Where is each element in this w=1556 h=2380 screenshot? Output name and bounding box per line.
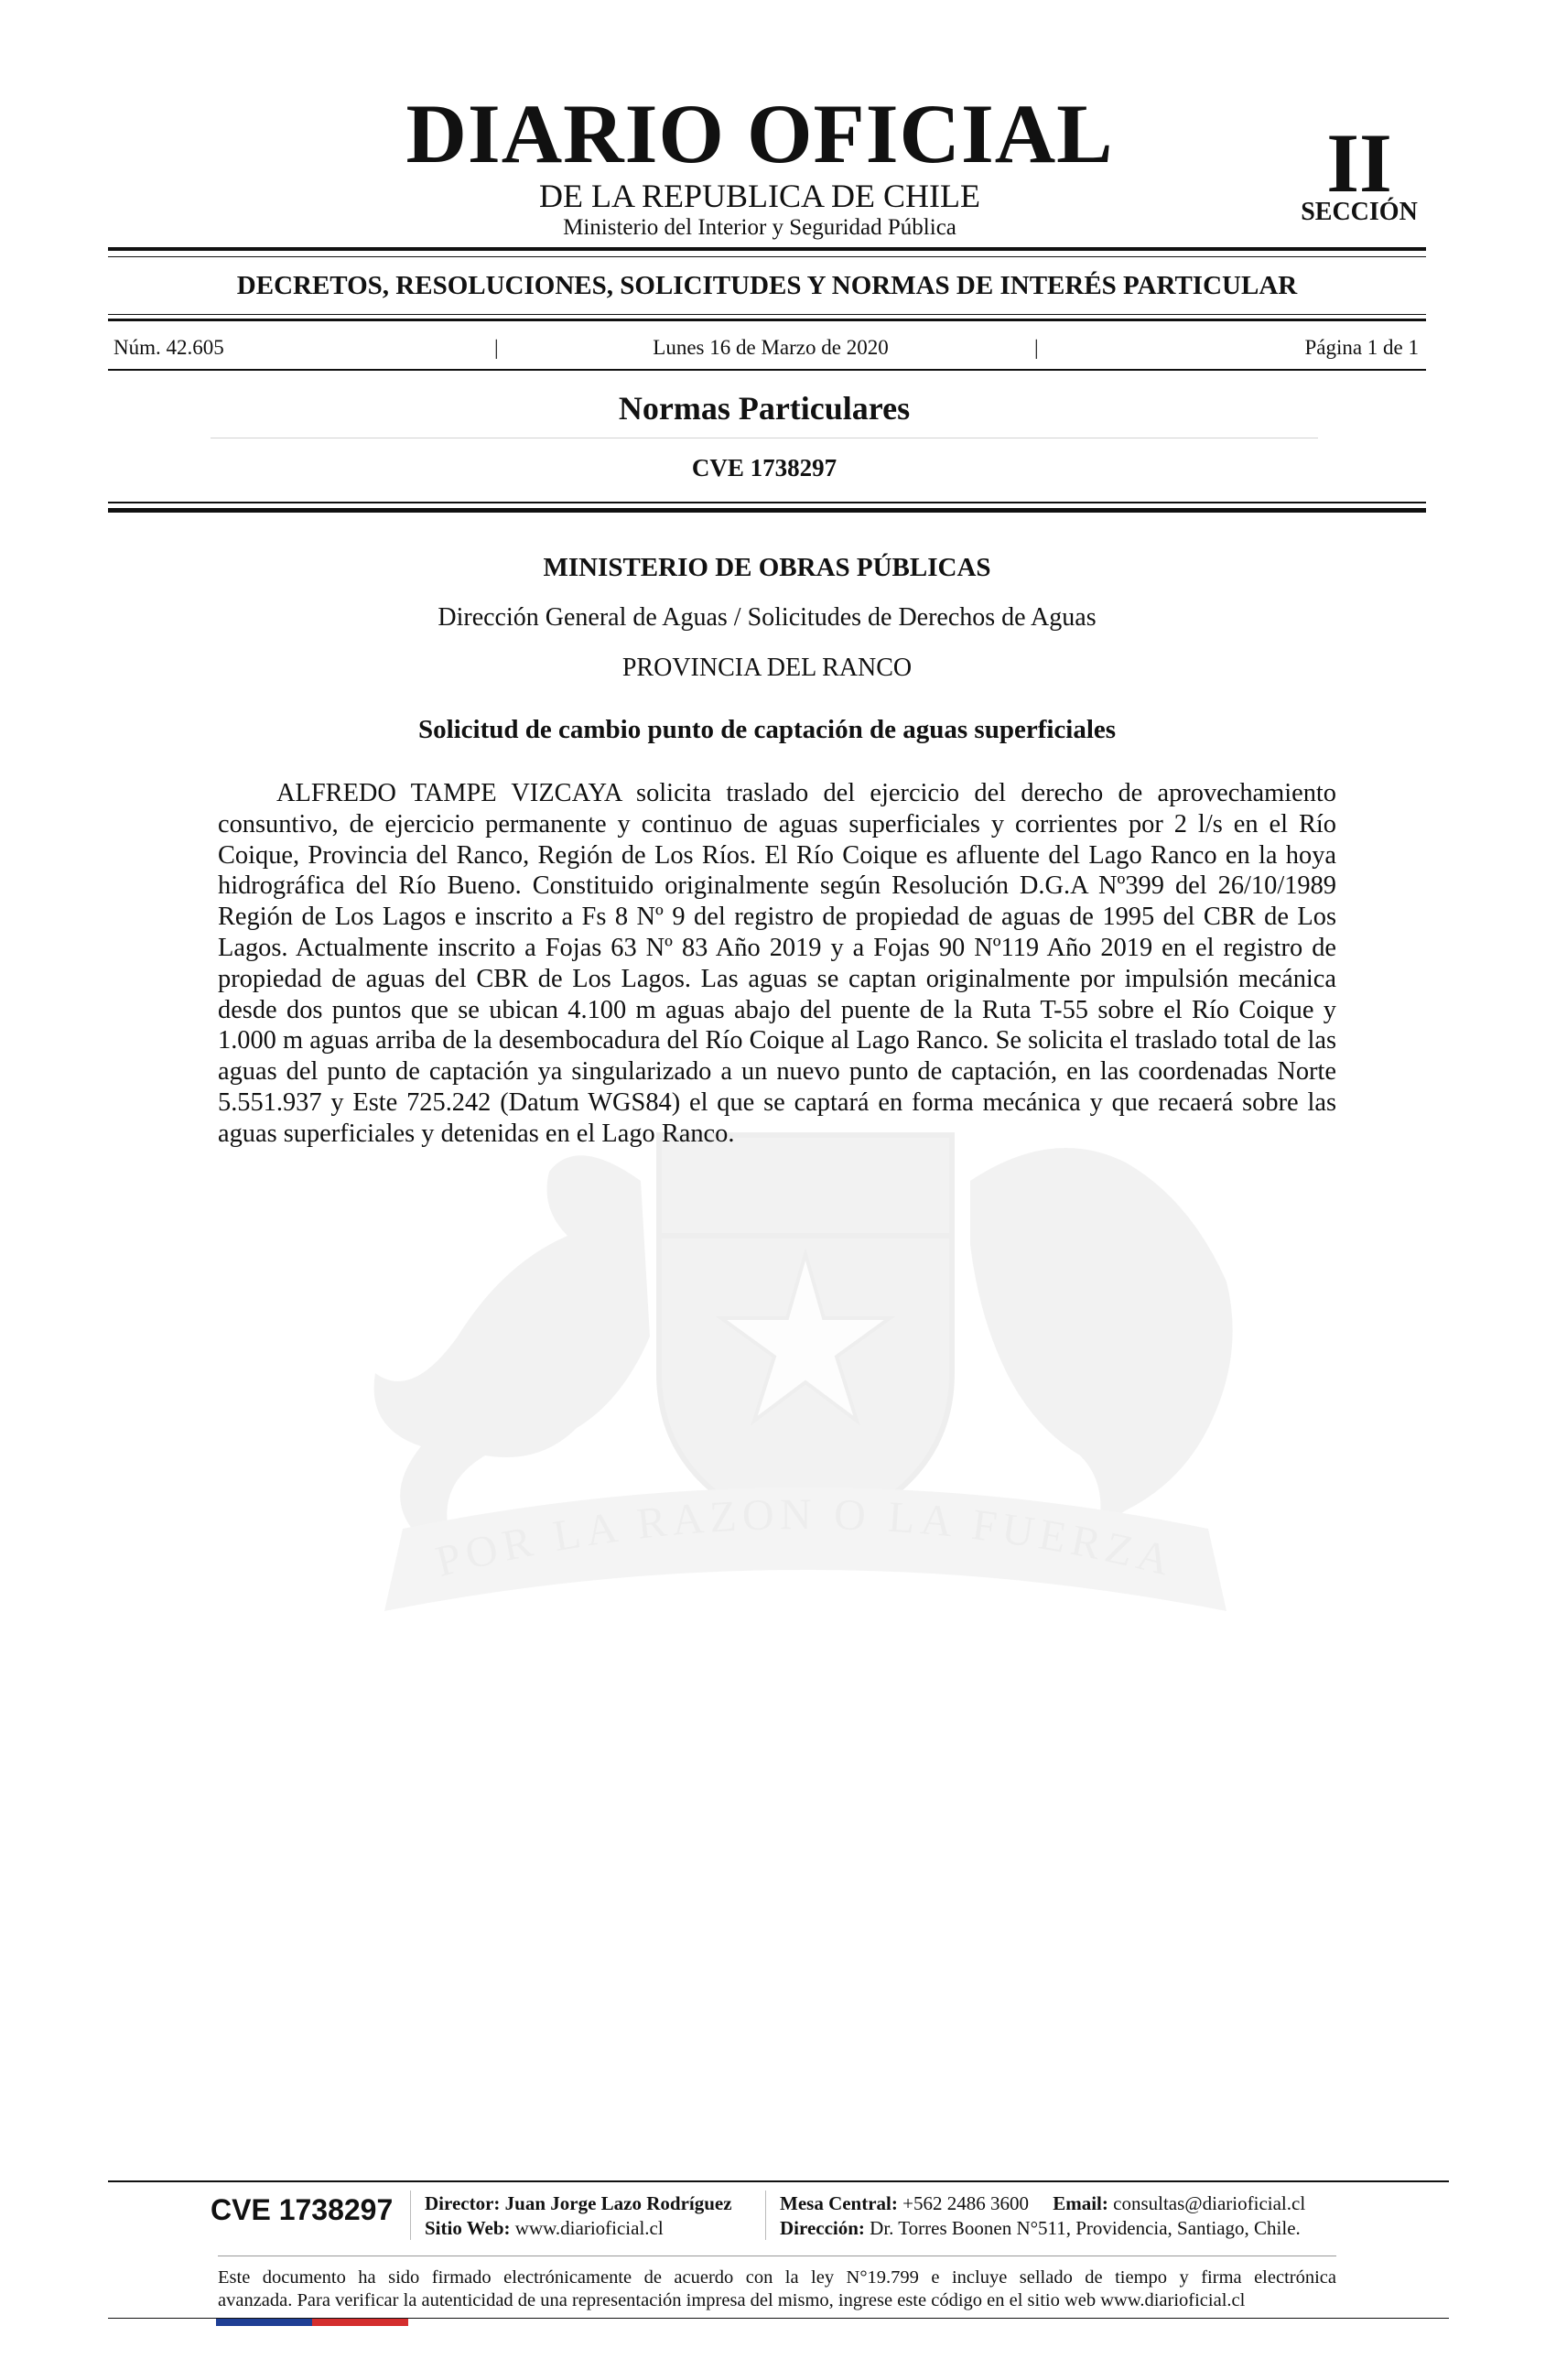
footer-note-line-1: Este documento ha sido firmado electrónicamente de acuerdo con la ley N°19.799 e incluye sellado de tiempo y firma electrónica [218,2267,1336,2288]
masthead-ministry: Ministerio del Interior y Seguridad Pública [563,215,956,240]
content-rule-thin [108,502,1426,503]
province-line: PROVINCIA DEL RANCO [621,654,913,682]
site-url[interactable]: www.diarioficial.cl [514,2217,664,2239]
section-label: SECCIÓN [1301,198,1418,226]
issue-number: Núm. 42.605 [113,336,224,359]
footer-note-line-2: avanzada. Para verificar la autenticidad de una representación impresa del mismo, ingrese este código en el sitio web www.diarioficial.cl [218,2290,1246,2310]
flag-stripe-blue [216,2319,312,2326]
footer-separator [410,2191,411,2240]
condor-shape [970,1148,1233,1529]
header-rule-thick [108,247,1426,251]
phone-label: Mesa Central: [780,2192,898,2214]
footer-director-block [425,2191,732,2241]
flag-stripe-red [312,2319,408,2326]
footer-contact-block [780,2191,1305,2241]
director-name: Juan Jorge Lazo Rodríguez [504,2192,732,2214]
address-label: Dirección: [780,2217,865,2239]
address-text: Dr. Torres Boonen N°511, Providencia, Santiago, Chile. [870,2217,1301,2239]
email-label: Email: [1053,2192,1108,2214]
footer-rule-top [108,2180,1449,2182]
site-label: Sitio Web: [425,2217,511,2239]
content-rule-thick [108,508,1426,513]
issue-separator: | [1034,336,1039,359]
subject-heading: Solicitud de cambio punto de captación de aguas superficiales [417,715,1117,744]
huemul-shape [374,1155,650,1529]
body-paragraph: ALFREDO TAMPE VIZCAYA solicita traslado del ejercicio del derecho de aprovechamiento consuntivo, de ejercicio permanente y continuo de aguas superficiales y corrientes por 2 l/s en el Río Coique, Provincia del Ranco, Región de Los Ríos. El Río Coique es afluente del Lago Ranco en la hoya hidrográfica del Río Bueno. Constituido originalmente según Resolución D.G.A Nº399 del 26/10/1989 Región de Los Lagos e inscrito a Fs 8 Nº 9 del registro de propiedad de aguas de 1995 del CBR de Los Lagos. Actualmente inscrito a Fojas 63 Nº 83 Año 2019 y a Fojas 90 Nº119 Año 2019 en el registro de propiedad de aguas del CBR de Los Lagos. Las aguas se captan originalmente por impulsión mecánica desde dos puntos que se ubican 4.100 m aguas abajo del puente de la Ruta T-55 sobre el Río Coique y 1.000 m aguas arriba de la desembocadura del Río Coique al Lago Ranco. Se solicita el traslado total de las aguas del punto de captación ya singularizado a un nuevo punto de captación, en las coordenadas Norte 5.551.937 y Este 725.242 (Datum WGS84) el que se captará en forma mecánica y que recaerá sobre las aguas superficiales y detenidas en el Lago Ranco. [218,779,1336,1148]
norm-title: Normas Particulares [618,390,911,427]
director-label: Director: [425,2192,501,2214]
phone-number: +562 2486 3600 [902,2192,1029,2214]
issue-separator: | [494,336,499,359]
masthead-subtitle: DE LA REPUBLICA DE CHILE [539,178,980,214]
issue-date: Lunes 16 de Marzo de 2020 [653,336,889,359]
issue-info-row [112,334,1422,362]
issue-page: Página 1 de 1 [1304,336,1419,359]
category-heading: DECRETOS, RESOLUCIONES, SOLICITUDES Y NORMAS DE INTERÉS PARTICULAR [236,271,1298,300]
footer-cve-code: CVE 1738297 [211,2193,394,2226]
masthead-title: DIARIO OFICIAL [405,87,1114,180]
email-address[interactable]: consultas@diarioficial.cl [1113,2192,1306,2214]
footer-separator [765,2191,766,2240]
section-numeral: II [1326,116,1392,210]
category-rule-thin [108,314,1426,315]
header-rule-thin [108,256,1426,257]
direction-line: Dirección General de Aguas / Solicitudes de Derechos de Aguas [438,603,1097,632]
category-rule-thick [108,319,1426,321]
coat-of-arms-watermark [275,1098,1336,1666]
motto-text: POR LA RAZON O LA FUERZA [430,1489,1181,1586]
issue-rule [108,369,1426,371]
ministry-heading: MINISTERIO DE OBRAS PÚBLICAS [543,553,991,582]
footer-note [218,2266,1336,2312]
cve-code: CVE 1738297 [691,454,837,481]
